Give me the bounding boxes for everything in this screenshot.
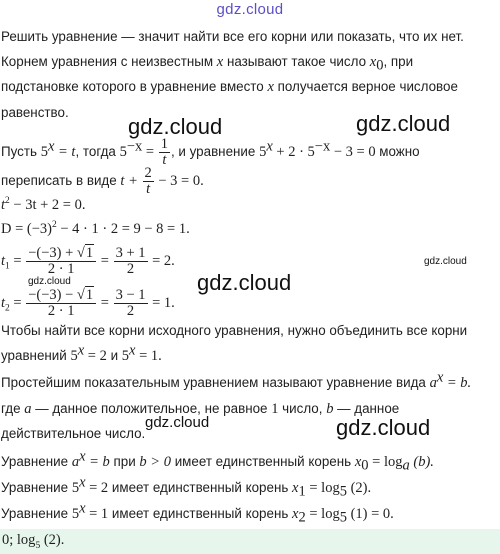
watermark: gdz.cloud [336,415,431,440]
watermark: gdz.cloud [28,276,71,287]
watermark: gdz.cloud [145,414,210,431]
union-line-1: Чтобы найти все корни исходного уравнения, нужно объединить все корни [1,323,468,338]
t2-fraction-1: $\frac{-(-3) - √1}{2 \cdot 1}$ [26,288,96,319]
answer-text: 0; $\log_5 (2)$. [2,532,65,551]
answer-box [0,529,500,554]
fraction-1-over-t: $\frac{1}{t}$ [160,136,168,168]
watermark: gdz.cloud [128,114,223,139]
definition-line-3: подстановке которого в уравнение вместо x получается верное числовое [1,79,458,95]
definition-line-1: Решить уравнение — значит найти все его корни или показать, что их нет. [1,29,464,44]
solution-x2-line: Уравнение $5^x = 1$ имеет единственный корень $x_2 = \log_5 (1) = 0$. [1,500,394,526]
definition-line-4: равенство. [1,105,69,120]
watermark: gdz.cloud [197,270,292,295]
root-t1-line: $t_1$ = $\frac{-(-3) + √1}{2 \cdot 1}$ = $\frac{3 + 1}{2}$ = 2. [1,245,175,277]
exp-def-line-2: где a — данное положительное, не равное 1 число, b — данное [1,401,400,417]
quadratic-equation: $t^2 - 3t + 2 = 0$. [1,196,86,213]
discriminant-line: $D = (-3)^2 - 4 \cdot 1 \cdot 2 = 9 - 8 = 1$. [1,220,190,237]
solution-x1-line: Уравнение $5^x = 2$ имеет единственный корень $x_1 = \log_5 (2)$. [1,474,372,500]
exp-def-line-3: действительное число. [1,426,146,441]
general-solution-line: Уравнение $a^x = b$ при b > 0 имеет единственный корень $x_0 = \log_a (b)$. [1,448,434,474]
t1-fraction-2: $\frac{3 + 1}{2}$ [115,245,146,277]
root-t2-line: $t_2$ = $\frac{-(-3) - √1}{2 \cdot 1}$ = $\frac{3 - 1}{2}$ = 1. [1,287,175,319]
definition-line-2: Корнем уравнения с неизвестным x называют такое число $x_0$, при [1,54,414,74]
substitution-line: Пусть $5^x = t$, тогда $5^{-x}$ = $\frac{1}{t}$ , и уравнение $5^x + 2 \cdot 5^{-x} - 3 = 0$ можно [1,136,420,168]
t1-fraction-1: $\frac{-(-3) + √1}{2 \cdot 1}$ [26,246,96,277]
exp-def-line-1: Простейшим показательным уравнением называют уравнение вида $a^x = b$. [1,369,472,391]
watermark: gdz.cloud [356,111,451,136]
t2-fraction-2: $\frac{3 - 1}{2}$ [115,287,146,319]
union-line-2: уравнений $5^x = 2$ и $5^x = 1$. [1,342,162,364]
fraction-2-over-t: $\frac{2}{t}$ [144,165,152,197]
watermark: gdz.cloud [424,256,467,267]
rewrite-line: переписать в виде t + $\frac{2}{t}$ − 3 = 0. [1,165,204,197]
site-logo: gdz.cloud [216,1,284,18]
